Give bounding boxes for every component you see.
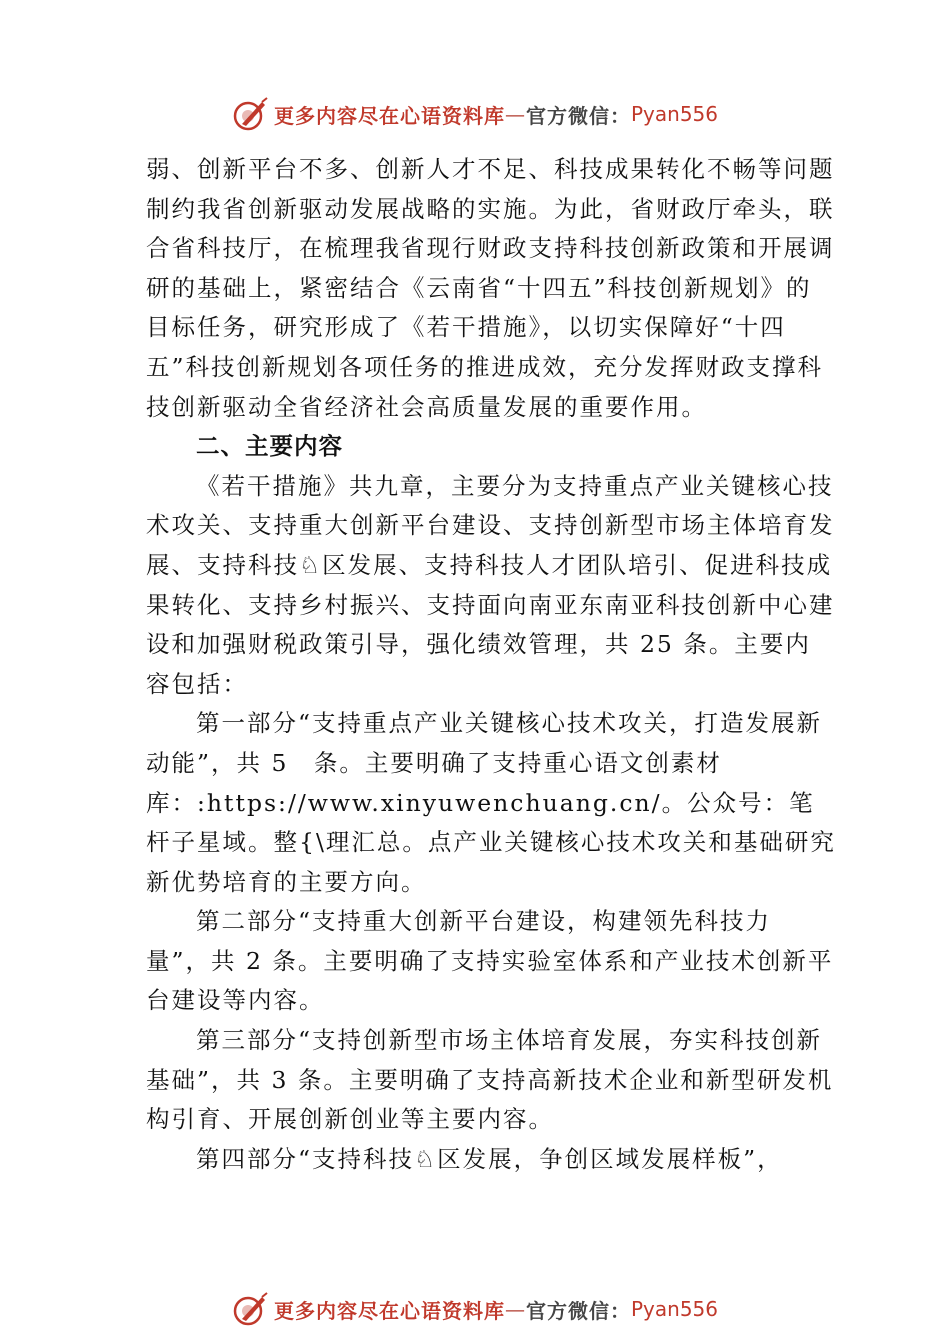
section-heading-main-content: 二、主要内容	[196, 432, 343, 461]
paragraph-2: 《若干措施》共九章，主要分为支持重点产业关键核心技术攻关、支持重大创新平台建设、支持创新型市场主体培育发展、支持科技♘区发展、支持科技人才团队培引、促进科技成果转化、支持乡村振兴、支持面向南亚东南亚科技创新中心建设和加强财税政策引导，强化绩效管理，共 25 条。主要内容包括：	[146, 471, 835, 698]
banner-wechat-label: 官方微信：	[525, 1298, 631, 1323]
banner-wechat-id: Pyan556	[630, 1297, 718, 1321]
header-banner	[0, 94, 950, 134]
banner-site-name: 更多内容尽在心语资料库	[273, 103, 505, 128]
banner-wechat-label: 官方微信：	[525, 103, 631, 128]
banner-site-name: 更多内容尽在心语资料库	[273, 1298, 505, 1323]
quill-seal-icon	[232, 96, 268, 132]
paragraph-6: 第四部分“支持科技♘区发展，争创区域发展样板”，	[196, 1144, 783, 1173]
paragraph-1: 弱、创新平台不多、创新人才不足、科技成果转化不畅等问题制约我省创新驱动发展战略的实施。为此，省财政厅牵头，联合省科技厅，在梳理我省现行财政支持科技创新政策和开展调研的基础上，紧密结合《云南省“十四五”科技创新规划》的目标任务，研究形成了《若干措施》，以切实保障好“十四五”科技创新规划各项任务的推进成效，充分发挥财政支撑科技创新驱动全省经济社会高质量发展的重要作用。	[146, 155, 835, 421]
footer-banner	[0, 1289, 950, 1329]
paragraph-4: 第二部分“支持重大创新平台建设，构建领先科技力量”，共 2 条。主要明确了支持实验室体系和产业技术创新平台建设等内容。	[146, 907, 834, 1015]
banner-dash: —	[504, 1297, 526, 1321]
document-body	[146, 150, 836, 1179]
quill-seal-icon	[232, 1291, 268, 1327]
paragraph-3: 第一部分“支持重点产业关键核心技术攻关，打造发展新动能”，共 5 条。主要明确了支持重心语文创素材库：:https://www.xinyuwenchuang.cn/。公众号：笔杆子星域。整{\理汇总。点产业关键核心技术攻关和基础研究新优势培育的主要方向。	[146, 709, 836, 896]
banner-dash: —	[504, 102, 526, 126]
paragraph-5: 第三部分“支持创新型市场主体培育发展，夯实科技创新基础”，共 3 条。主要明确了支持高新技术企业和新型研发机构引育、开展创新创业等主要内容。	[146, 1026, 834, 1134]
banner-wechat-id: Pyan556	[630, 102, 718, 126]
